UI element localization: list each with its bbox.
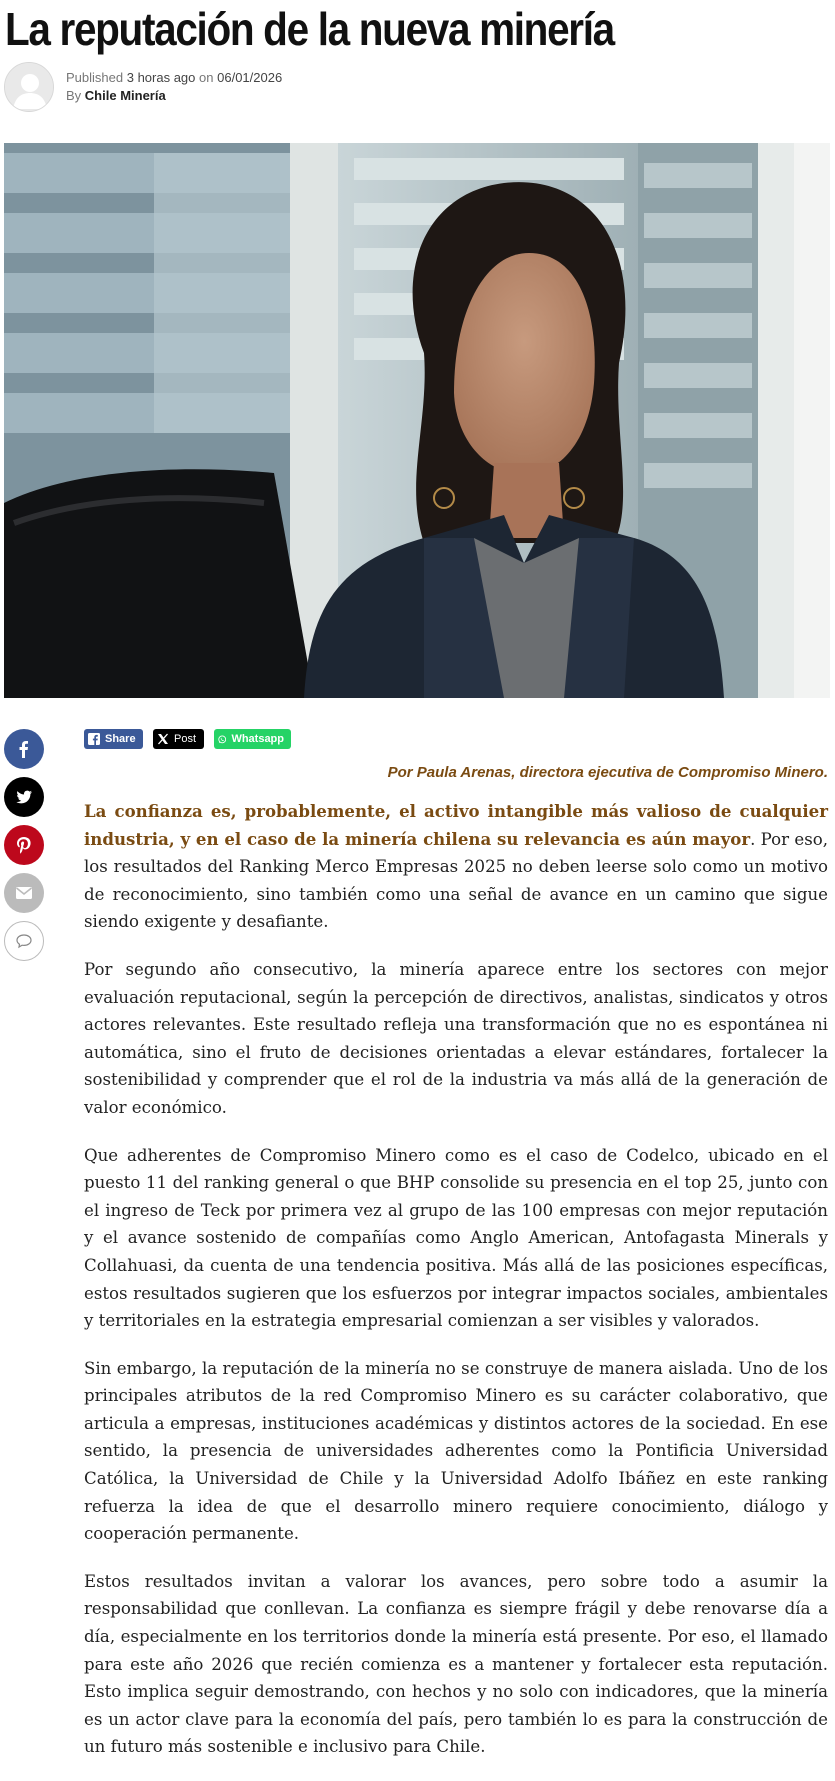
article-paragraph-2: Por segundo año consecutivo, la minería aparece entre los sectores con mejor evaluación reputacional, según la percepción de directivos, analistas, sindicatos y otros actores relevantes. Este resultado refleja una transformación que no es espontánea ni automática, sino el fruto de decisiones orientadas a elevar estándares, fortalecer la sostenibilidad y comprender que el rol de la industria va más allá de la generación de valor económico. (84, 959, 828, 1117)
x-post-button[interactable] (153, 729, 204, 749)
x-icon (157, 733, 169, 745)
by-label: By (66, 88, 82, 103)
comment-circle[interactable] (4, 921, 44, 961)
article-paragraph-1 (84, 798, 828, 936)
twitter-share-circle[interactable] (4, 777, 44, 817)
article-paragraph-5: Estos resultados invitan a valorar los avances, pero sobre todo a asumir la responsabilidad que conllevan. La confianza es siempre frágil y debe renovarse día a día, especialmente en los territorios donde la minería está presente. Por eso, el llamado para este año 2026 que recién comienza es a mantener y fortalecer esta reputación. Esto implica seguir demostrando, con hechos y no solo con indicadores, que la minería es un actor clave para la economía del país, pero también lo es para la construcción de un futuro más sostenible e inclusivo para Chile. (84, 1571, 828, 1757)
hero-image (4, 143, 830, 698)
relative-time: 3 horas ago (126, 70, 196, 85)
social-sidebar (4, 729, 45, 969)
article-paragraph-4: Sin embargo, la reputación de la minería no se construye de manera aislada. Uno de los principales atributos de la red Compromiso Minero es su carácter colaborativo, que articula a empresas, instituciones académicas y distintos actores de la sociedad. En ese sentido, la presencia de universidades adherentes como la Pontificia Universidad Católica, la Universidad de Chile y la Universidad Adolfo Ibáñez en este ranking refuerza la idea de que el desarrollo minero requiere conocimiento, diálogo y cooperación permanente. (84, 1358, 828, 1544)
on-label: on (199, 70, 214, 85)
article-byline: Por Paula Arenas, directora ejecutiva de Compromiso Minero. (387, 764, 828, 781)
facebook-icon (88, 733, 100, 745)
lead-highlight: La confianza es, probablemente, el activo intangible más valioso de cualquier industria, y en el caso de la minería chilena su relevancia es aún mayor (84, 801, 828, 849)
whatsapp-icon (218, 733, 226, 746)
author-line (66, 87, 282, 105)
author-link[interactable]: Chile Minería (84, 88, 166, 103)
email-icon (15, 886, 33, 900)
facebook-share-label: Share (105, 733, 136, 745)
twitter-icon (15, 788, 33, 806)
avatar-placeholder-icon (5, 63, 54, 112)
facebook-share-button[interactable] (84, 729, 143, 749)
pinterest-icon (15, 836, 33, 854)
article-paragraph-3: Que adherentes de Compromiso Minero como es el caso de Codelco, ubicado en el puesto 11 del ranking general o que BHP consolide su presencia en el top 25, junto con el ingreso de Teck por primera vez al grupo de las 100 empresas con mejor reputación y el avance sostenido de compañías como Anglo American, Antofagasta Minerals y Collahuasi, da cuenta de una tendencia positiva. Más allá de las posiciones específicas, estos resultados sugieren que los esfuerzos por integrar impactos sociales, ambientales y territoriales en la estrategia empresarial comienzan a ser visibles y valorados. (84, 1145, 828, 1331)
publish-date: 06/01/2026 (217, 70, 283, 85)
paragraph-1-rest: . Por eso, los resultados del Ranking Merco Empresas 2025 no deben leerse solo como un motivo de reconocimiento, sino también como una señal de avance en un camino que sigue siendo exigente y desafiante. (84, 829, 829, 932)
email-share-circle[interactable] (4, 873, 44, 913)
published-label: Published (66, 70, 124, 85)
pinterest-share-circle[interactable] (4, 825, 44, 865)
facebook-icon (15, 740, 33, 758)
whatsapp-share-button[interactable] (214, 729, 291, 749)
share-buttons-row (84, 729, 291, 749)
article-title: La reputación de la nueva minería (5, 3, 614, 55)
comment-icon (15, 933, 33, 949)
facebook-share-circle[interactable] (4, 729, 44, 769)
publish-line (66, 69, 282, 87)
author-avatar[interactable] (4, 62, 54, 112)
whatsapp-share-label: Whatsapp (231, 733, 284, 745)
x-post-label: Post (174, 733, 197, 745)
article-body (84, 798, 828, 1781)
portrait-photo (4, 143, 830, 698)
